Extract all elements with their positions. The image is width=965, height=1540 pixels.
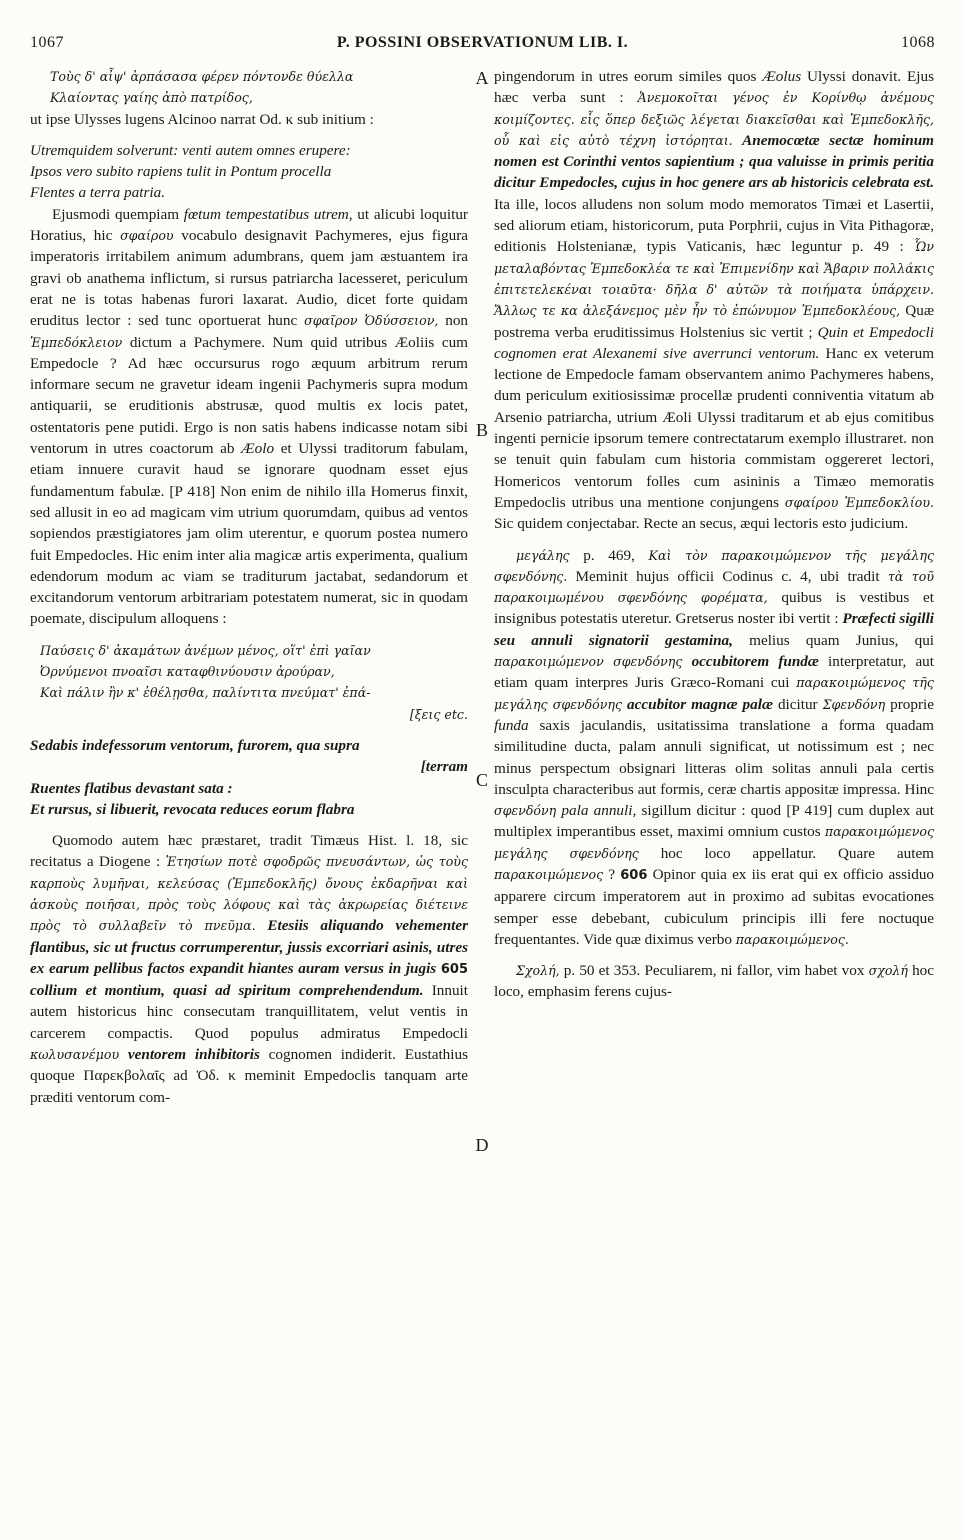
paragraph: Σχολή, p. 50 et 353. Peculiarem, ni fallor, vim habet vox σχολή hoc loco, emphasim ferens cujus- xyxy=(494,962,935,1001)
greek-verse-line: Ὀρνύμενοι πνοαῖσι καταφθινύουσιν ἀρούραν, xyxy=(40,664,335,680)
greek-verse-line: Παύσεις δ' ἀκαμάτων ἀνέμων μένος, οἵτ' ἐπὶ γαῖαν xyxy=(40,642,371,658)
section-marker-c: C xyxy=(475,770,488,790)
translation-line: Ipsos vero subito rapiens tulit in Pontum procella xyxy=(30,163,332,181)
paragraph: pingendorum in utres eorum similes quos Æolus Ulyssi donavit. Ejus hæc verba sunt : Ἀνεμοκοῖται γένος ἐν Κορίνθῳ ἀνέμους κοιμίζοντες. εἷς ὅπερ δεξιῶς λέγεται διακεῖσθαι καὶ Ἐμπεδοκλῆς, οὗ καὶ εἰς αὐτὸ τέχνη ἱστόρηται. Anemocœtæ sectæ hominum nomen est Corinthi ventos sapientium ; qua valuisse in primis peritia dicitur Empedocles, cujus in hoc genere ars ab historicis celebrata est. Ita ille, locos alludens non solum modo memoratos Timæi et Lasertii, sed aliorum etiam, historicorum, puta Porphrii, cujus in Vita Pithagoræ, editionis Holstenianæ, typis Vaticanis, hæc leguntur p. 49 : Ὧν μεταλαβόντας Ἐμπεδοκλέα τε καὶ Ἐπιμενίδην καὶ Ἄβαριν πολλάκις ἐπιτετελεκέναι τοιαῦτα· δῆλα δ' αὐτῶν τὰ ποιήματα ὑπάρχειν. Ἄλλως τε κα ἀλεξάνεμος μὲν ἦν τὸ ἐπώνυμον Ἐμπεδοκλέους, Quæ postrema verba eruditissimus Holstenius sic vertit ; Quin et Empedocli cognomen erat Alexanemi sive averrunci ventorum. Hanc ex veterum lectione de Empedocle famam observantem animo Pachymeres habens, dum periculum exitiosissimæ procellæ prudenti conniventia vitatum ab Arsenio patriarcha, utrium Æoli Ulyssi traditarum et ab ejus comitibus ingenti pernicie ipsorum temere contrectatarum exemplo illustraret. non se tenuit quin fabulam cum historia commistam oggereret lectori, Homericos ventorum folles cum asininis a Timæo memoratis Empedoclis utribus una mentione conjungens σφαίρου Ἐμπεδοκλίου. Sic quidem conjectabar. Recte an secus, æqui lectoris esto judicium. xyxy=(494,68,935,533)
greek-verse-block xyxy=(40,640,468,725)
paragraph: Quomodo autem hæc præstaret, tradit Timæus Hist. l. 18, sic recitatus a Diogene : Ἐτησίων ποτὲ σφοδρῶς πνευσάντων, ὡς τοὺς καρποὺς λυμῆναι, κελεύσας (Ἐμπεδοκλῆς) ὄνους ἐκδαρῆναι καὶ ἀσκοὺς ποιῆσαι, πρὸς τοὺς λόφους καὶ τὰς ἀκρωρείας διέτεινε πρὸς τὸ συλλαβεῖν τὸ πνεῦμα. Etesiis aliquando vehementer flantibus, sic ut fructus corrumperentur, jussis excorriari asinis, utres ex earum pellibus factos expandit hiantes auram versus in jugis 605 collium et montium, quasi ad spiritum comprehendendum. Innuit autem historicus hinc consecutam tranquillitatem, velut ventis in carcerem compactis. Quod populus admiratus Empedocli κωλυσανέμου ventorem inhibitoris cognomen indiderit. Eustathius quoque Παρεκβολαῖς ad Ὀδ. κ meminit Empedoclis tanquam arte præditi ventorum com- xyxy=(30,832,469,1106)
translation-line: Sedabis indefessorum ventorum, furorem, qua supra xyxy=(30,736,360,754)
greek-verse-line: Κλαίοντας γαίης ἀπὸ πατρίδος, xyxy=(50,90,253,106)
paragraph: Ejusmodi quempiam fœtum tempestatibus utrem, ut alicubi loquitur Horatius, hic σφαίρου vocabulo designavit Pachymeres, ejus figura imperatoris irritabilem animum adumbrans, quem jam æstuantem ira gravi ob anathema inflictum, si rursus patriarcha lacesseret, periculum erat ne is totas habenas furori laxarat. Audio, dicet forte quidam eruditus lector : sed tunc oportuerat hunc σφαῖρον Ὀδύσσειον, non Ἐμπεδόκλειον dictum a Pachymere. Num quid utribus Æoliis cum Empedocle ? Ad hæc occursurus rogo æquum arbitrum rerum informare secum ne gravetur ideam ingenii Pachymeris supra modum antiquarii, se eruditionis abstrusæ, quod multis ex locis patet, ostentatoris pene putidi. Ergo is non satis habens indicasse notam sibi ventorum in utres coactorum ab Æolo et Ulyssi traditorum fabulam, etiam innuere curavit haud se ignorare quodnam esset ejus fundamentum fabulæ. [P 418] Non enim de nihilo illa Homerus finxit, sed allusit in eo ad magicam vim utrium quorumdam, quibus ad ventos sopiendos præstigiatores jam olim uterentur, e quorum postea numero fuit Empedocles. Hic enim inter alia magicæ artis experimenta, qualium edendorum modum ac viam se traditurum jactabat, sedandorum et excitandorum ventorum arbitrariam potestatem numerat, sic in quodam poemate, discipulum alloquens : xyxy=(30,205,469,628)
left-column xyxy=(30,66,468,1108)
page-number-left: 1067 xyxy=(30,34,64,51)
translation-line: Et rursus, si libuerit, revocata reduces eorum flabra xyxy=(30,800,355,818)
greek-verse-line: [ξεις etc. xyxy=(409,706,468,722)
translation-line: Utremquidem solverunt: venti autem omnes erupere: xyxy=(30,141,351,159)
paragraph: μεγάλης p. 469, Καὶ τὸν παρακοιμώμενον τῆς μεγάλης σφενδόνης. Meminit hujus officii Codinus c. 4, ubi tradit τὰ τοῦ παρακοιμωμένου σφενδόνης φορέματα, quibus is vestibus et insignibus potestatis uteretur. Gretserus noster ibi vertit : Præfecti sigilli seu annuli signatorii gestamina, melius quam Junius, qui παρακοιμώμενον σφενδόνης occubitorem fundæ interpretatur, aut etiam quam interpres Juris Græco-Romani cui παρακοιμώμενος τῆς μεγάλης σφενδόνης accubitor magnæ palæ dicitur Σφενδόνη proprie funda saxis jaculandis, usitatissima translatione a forma quadam similitudine ducta, palam annuli significat, ut notissimum est ; nec minus perspectum obsignari litteras olim solitas annuli pala certis insculpta characteribus aut formis, ceræ chartis appositæ impressa. Hinc σφενδόνη pala annuli, sigillum dicitur : quod [P 419] cum duplex aut multiplex imperantibus esset, maximi omnium custos παρακοιμώμενος μεγάλης σφενδόνης hoc loco appellatur. Quare autem παρακοιμώμενος ? 606 Opinor quia ex iis erat qui ex officio assiduo apparere circum imperatorem aut in proximo ad subitas evocationes semper esse debebant, cubiculum principis illi fere noctuque frequentantes. Vide quæ diximus verbo παρακοιμώμενος. xyxy=(494,546,935,948)
translation-line: Flentes a terra patria. xyxy=(30,184,165,202)
section-marker-b: B xyxy=(475,420,488,440)
page-number-right: 1068 xyxy=(901,34,935,51)
section-marker-d: D xyxy=(475,1135,489,1155)
paragraph: ut ipse Ulysses lugens Alcinoo narrat Od. κ sub initium : xyxy=(30,110,374,128)
greek-verse-line: Καὶ πάλιν ἢν κ' ἐθέλῃσθα, παλίντιτα πνεύματ' ἐπά- xyxy=(40,685,371,701)
running-header xyxy=(30,34,935,58)
right-column xyxy=(494,66,934,1003)
greek-verse-line: Τοὺς δ' αἶψ' ἁρπάσασα φέρεν πόντονδε θύελλα xyxy=(50,69,354,84)
translation-line: Ruentes flatibus devastant sata : xyxy=(30,779,233,797)
translation-line: [terram xyxy=(420,758,468,776)
section-marker-a: A xyxy=(475,68,489,88)
running-title: P. POSSINI OBSERVATIONUM LIB. I. xyxy=(336,34,629,51)
